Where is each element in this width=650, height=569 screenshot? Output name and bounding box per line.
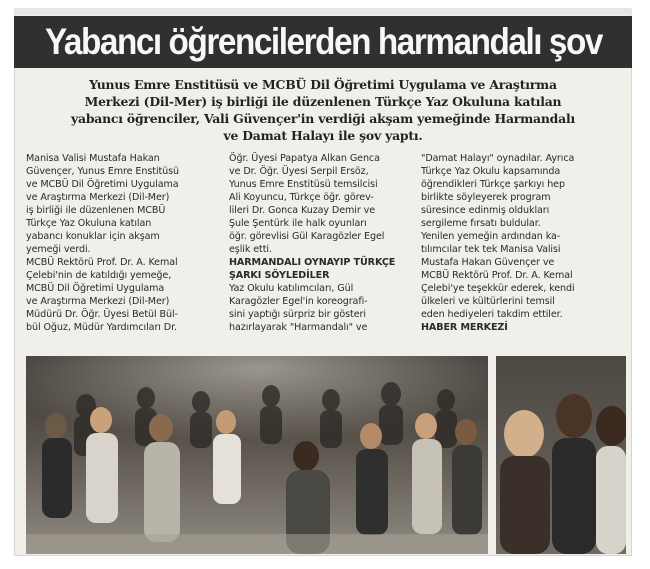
body-line: yemeği verdi. (26, 244, 91, 255)
body-line: Yaz Okulu katılımcıları, Gül (229, 283, 354, 294)
column-1 (26, 152, 216, 334)
body-line: Çelebi'nin de katıldığı yemeğe, (26, 270, 172, 281)
body-line: hazırlayarak "Harmandalı" ve (229, 322, 368, 333)
body-line: ve MCBÜ Dil Öğretimi Uygulama (26, 179, 179, 190)
body-line: tılımcılar tek tek Manisa Valisi (421, 244, 561, 255)
lead-paragraph (36, 76, 610, 144)
body-line: yabancı konuklar için akşam (26, 231, 160, 242)
body-line: eden hediyeleri takdim ettiler. (421, 309, 563, 320)
body-line: lileri Dr. Gonca Kuzay Demir ve (229, 205, 376, 216)
body-line: öğrendikleri Türkçe şarkıyı hep (421, 179, 565, 190)
cropped-top-strip (14, 8, 632, 15)
body-line: MCBÜ Dil Öğretimi Uygulama (26, 283, 165, 294)
body-line: Yunus Emre Enstitüsü temsilcisi (229, 179, 378, 190)
body-line: ve Araştırma Merkezi (Dil-Mer) (26, 192, 170, 203)
headline: Yabancı öğrencilerden harmandalı şov (44, 21, 602, 62)
body-line: eşlik etti. (229, 244, 272, 255)
column-2 (229, 152, 419, 334)
lead-line: Merkezi (Dil-Mer) iş birliği ile düzenlenen Türkçe Yaz Okuluna katılan (84, 94, 562, 109)
body-line: süresince edinmiş oldukları (421, 205, 550, 216)
lead-line: Yunus Emre Enstitüsü ve MCBÜ Dil Öğretimi Uygulama ve Araştırma (89, 77, 557, 92)
lead-line: ve Damat Halayı ile şov yaptı. (223, 128, 423, 143)
body-line: ülkeleri ve kültürlerini temsil (421, 296, 555, 307)
subheading-line: ŞARKI SÖYLEDİLER (229, 270, 330, 281)
body-line: MCBÜ Rektörü Prof. Dr. A. Kemal (421, 270, 573, 281)
byline: HABER MERKEZİ (421, 322, 508, 333)
column-3 (421, 152, 611, 334)
lead-line: yabancı öğrenciler, Vali Güvençer'in verdiği akşam yemeğinde Harmandalı (71, 111, 575, 126)
body-line: ve Dr. Öğr. Üyesi Serpil Ersöz, (229, 166, 369, 177)
body-line: Türkçe Yaz Okuluna katılan (26, 218, 152, 229)
body-line: Mustafa Hakan Güvençer ve (421, 257, 555, 268)
photo-row (26, 356, 626, 554)
subheading-line: HARMANDALI OYNAYIP TÜRKÇE (229, 257, 396, 268)
body-line: ve Araştırma Merkezi (Dil-Mer) (26, 296, 170, 307)
headline-banner (14, 16, 632, 68)
body-line: sergileme fırsatı buldular. (421, 218, 541, 229)
body-line: Karagözler Egel'in koreografi- (229, 296, 368, 307)
body-columns (26, 152, 626, 352)
newspaper-clipping (14, 8, 632, 556)
body-line: iş birliği ile düzenlenen MCBÜ (26, 205, 166, 216)
body-line: Müdürü Dr. Öğr. Üyesi Betül Bül- (26, 309, 178, 320)
body-line: öğr. görevlisi Gül Karagözler Egel (229, 231, 385, 242)
photo-participants-closeup (496, 356, 626, 554)
body-line: bül Oğuz, Müdür Yardımcıları Dr. (26, 322, 178, 333)
body-line: Ali Koyuncu, Türkçe öğr. görev- (229, 192, 374, 203)
body-line: Çelebi'ye teşekkür ederek, kendi (421, 283, 575, 294)
body-line: birlikte söyleyerek program (421, 192, 551, 203)
body-line: Türkçe Yaz Okulu kapsamında (421, 166, 561, 177)
body-line: Şule Şentürk ile halk oyunları (229, 218, 367, 229)
body-line: MCBÜ Rektörü Prof. Dr. A. Kemal (26, 257, 178, 268)
body-line: "Damat Halayı" oynadılar. Ayrıca (421, 153, 575, 164)
photo-dancing-circle (26, 356, 488, 554)
body-line: Yenilen yemeğin ardından ka- (421, 231, 561, 242)
body-line: Manisa Valisi Mustafa Hakan (26, 153, 160, 164)
body-line: Güvençer, Yunus Emre Enstitüsü (26, 166, 180, 177)
body-line: Öğr. Üyesi Papatya Alkan Genca (229, 153, 380, 164)
body-line: sini yaptığı sürpriz bir gösteri (229, 309, 366, 320)
